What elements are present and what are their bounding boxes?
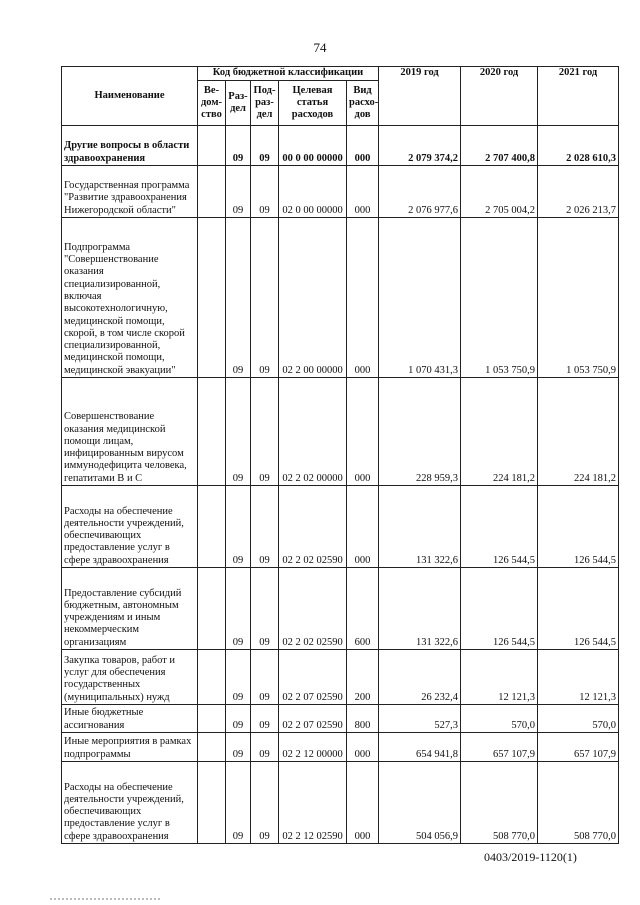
row-2019: 504 056,9	[379, 762, 461, 844]
row-target: 02 2 00 00000	[279, 218, 347, 378]
row-2020: 570,0	[461, 705, 538, 733]
row-vid: 000	[347, 378, 379, 486]
row-2021: 12 121,3	[538, 650, 619, 705]
row-podrazdel: 09	[251, 166, 279, 218]
row-vedomstvo	[198, 378, 226, 486]
header-2020: 2020 год	[461, 67, 538, 126]
table-row	[62, 486, 619, 568]
row-2020: 12 121,3	[461, 650, 538, 705]
row-2019: 527,3	[379, 705, 461, 733]
row-name: Иные мероприятия в рамках подпрограммы	[62, 733, 198, 762]
document-code: 0403/2019-1120(1)	[484, 850, 577, 864]
row-2021: 224 181,2	[538, 378, 619, 486]
row-2019: 26 232,4	[379, 650, 461, 705]
row-vid: 000	[347, 166, 379, 218]
scan-edge-mark	[50, 898, 160, 903]
row-vedomstvo	[198, 218, 226, 378]
row-target: 02 2 12 00000	[279, 733, 347, 762]
row-name: Расходы на обеспечение деятельности учреждений, обеспечивающих предоставление услуг в сфере здравоохранения	[62, 762, 198, 844]
row-2020: 224 181,2	[461, 378, 538, 486]
row-razdel: 09	[226, 218, 251, 378]
row-2021: 657 107,9	[538, 733, 619, 762]
row-2020: 1 053 750,9	[461, 218, 538, 378]
row-name: Расходы на обеспечение деятельности учреждений, обеспечивающих предоставление услуг в сфере здравоохранения	[62, 486, 198, 568]
row-name: Закупка товаров, работ и услуг для обеспечения государственных (муниципальных) нужд	[62, 650, 198, 705]
row-podrazdel: 09	[251, 486, 279, 568]
row-name: Подпрограмма "Совершенствование оказания специализированной, включая высокотехнологичную, медицинской помощи, скорой, в том числе скорой специализированной, медицинской помощи, медицинской эвакуации"	[62, 218, 198, 378]
header-name: Наименование	[62, 67, 198, 126]
row-podrazdel: 09	[251, 378, 279, 486]
row-vid: 600	[347, 568, 379, 650]
row-2021: 570,0	[538, 705, 619, 733]
row-target: 02 2 07 02590	[279, 650, 347, 705]
row-target: 02 0 00 00000	[279, 166, 347, 218]
table-row	[62, 166, 619, 218]
row-name: Совершенствование оказания медицинской помощи лицам, инфицированным вирусом иммунодефицита человека, гепатитами B и C	[62, 378, 198, 486]
row-podrazdel: 09	[251, 705, 279, 733]
row-2021: 126 544,5	[538, 486, 619, 568]
row-vid: 000	[347, 126, 379, 166]
table-row	[62, 705, 619, 733]
header-podrazdel: Под-раз-дел	[251, 81, 279, 126]
header-2021: 2021 год	[538, 67, 619, 126]
row-razdel: 09	[226, 568, 251, 650]
row-2019: 2 079 374,2	[379, 126, 461, 166]
row-2019: 2 076 977,6	[379, 166, 461, 218]
row-2019: 131 322,6	[379, 568, 461, 650]
row-vid: 800	[347, 705, 379, 733]
row-name: Другие вопросы в области здравоохранения	[62, 126, 198, 166]
row-2020: 657 107,9	[461, 733, 538, 762]
table-row	[62, 126, 619, 166]
row-vid: 200	[347, 650, 379, 705]
row-2020: 126 544,5	[461, 486, 538, 568]
row-2021: 126 544,5	[538, 568, 619, 650]
row-razdel: 09	[226, 650, 251, 705]
row-name: Иные бюджетные ассигнования	[62, 705, 198, 733]
row-2021: 1 053 750,9	[538, 218, 619, 378]
row-podrazdel: 09	[251, 650, 279, 705]
row-2020: 2 707 400,8	[461, 126, 538, 166]
row-name: Предоставление субсидий бюджетным, автономным учреждениям и иным некоммерческим организациям	[62, 568, 198, 650]
row-2020: 2 705 004,2	[461, 166, 538, 218]
header-classification: Код бюджетной классификации	[198, 67, 379, 81]
table-row	[62, 568, 619, 650]
row-razdel: 09	[226, 733, 251, 762]
row-podrazdel: 09	[251, 762, 279, 844]
row-vedomstvo	[198, 705, 226, 733]
row-podrazdel: 09	[251, 733, 279, 762]
row-2019: 131 322,6	[379, 486, 461, 568]
row-razdel: 09	[226, 378, 251, 486]
row-podrazdel: 09	[251, 568, 279, 650]
row-target: 02 2 07 02590	[279, 705, 347, 733]
row-razdel: 09	[226, 762, 251, 844]
row-vid: 000	[347, 733, 379, 762]
table-row	[62, 218, 619, 378]
row-vid: 000	[347, 486, 379, 568]
row-podrazdel: 09	[251, 126, 279, 166]
row-2019: 1 070 431,3	[379, 218, 461, 378]
table-row	[62, 733, 619, 762]
row-target: 02 2 02 02590	[279, 486, 347, 568]
row-vedomstvo	[198, 126, 226, 166]
table-row	[62, 762, 619, 844]
budget-table	[61, 66, 619, 844]
row-name: Государственная программа "Развитие здравоохранения Нижегородской области"	[62, 166, 198, 218]
row-razdel: 09	[226, 126, 251, 166]
row-2019: 228 959,3	[379, 378, 461, 486]
row-2021: 2 028 610,3	[538, 126, 619, 166]
row-2020: 508 770,0	[461, 762, 538, 844]
header-vid: Вид расхо-дов	[347, 81, 379, 126]
row-2020: 126 544,5	[461, 568, 538, 650]
row-target: 02 2 12 02590	[279, 762, 347, 844]
row-vid: 000	[347, 218, 379, 378]
row-target: 02 2 02 02590	[279, 568, 347, 650]
header-2019: 2019 год	[379, 67, 461, 126]
row-target: 00 0 00 00000	[279, 126, 347, 166]
row-razdel: 09	[226, 486, 251, 568]
row-2021: 508 770,0	[538, 762, 619, 844]
table-row	[62, 378, 619, 486]
row-vid: 000	[347, 762, 379, 844]
row-vedomstvo	[198, 762, 226, 844]
row-vedomstvo	[198, 733, 226, 762]
row-razdel: 09	[226, 166, 251, 218]
row-2019: 654 941,8	[379, 733, 461, 762]
row-2021: 2 026 213,7	[538, 166, 619, 218]
row-vedomstvo	[198, 486, 226, 568]
row-razdel: 09	[226, 705, 251, 733]
table-row	[62, 650, 619, 705]
header-razdel: Раз-дел	[226, 81, 251, 126]
row-vedomstvo	[198, 166, 226, 218]
row-podrazdel: 09	[251, 218, 279, 378]
row-vedomstvo	[198, 650, 226, 705]
header-target: Целевая статья расходов	[279, 81, 347, 126]
row-vedomstvo	[198, 568, 226, 650]
page-number: 74	[313, 40, 327, 55]
row-target: 02 2 02 00000	[279, 378, 347, 486]
header-vedomstvo: Ве-дом-ство	[198, 81, 226, 126]
